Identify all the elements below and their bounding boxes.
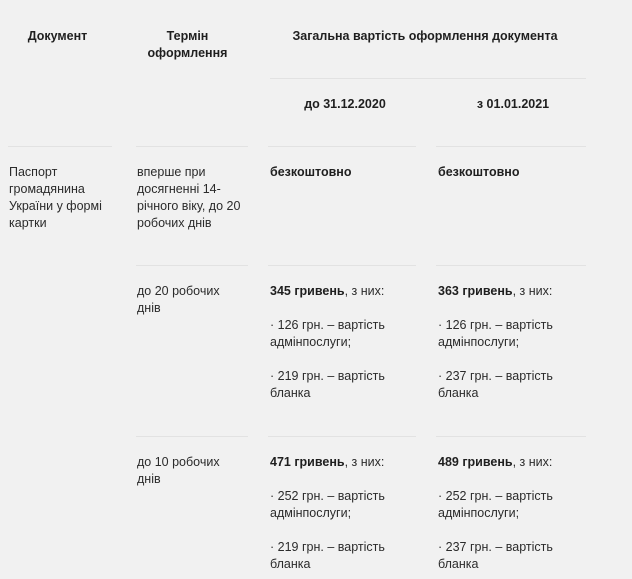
cost-suffix: , з них: <box>344 455 385 469</box>
cost-item-service: · 252 грн. – вартість адмінпослуги; <box>270 489 385 520</box>
row-divider <box>436 146 586 147</box>
row-divider <box>268 265 416 266</box>
header-before: до 31.12.2020 <box>304 97 386 111</box>
row-divider <box>8 146 112 147</box>
document-name: Паспорт громадянина України у формі картки <box>9 165 102 230</box>
cost-total-line <box>270 454 410 471</box>
cost-total-line <box>270 283 410 300</box>
row-1-before-total: безкоштовно <box>270 165 352 179</box>
row-3-term: до 10 робочих днів <box>137 455 220 486</box>
cost-item-service: · 126 грн. – вартість адмінпослуги; <box>270 318 385 349</box>
row-3-before-cost <box>270 454 410 573</box>
row-divider <box>268 146 416 147</box>
row-divider <box>136 146 248 147</box>
row-1-term: вперше при досягненні 14-річного віку, до 20 робочих днів <box>137 165 241 230</box>
cost-item-service: · 252 грн. – вартість адмінпослуги; <box>438 489 553 520</box>
cost-suffix: , з них: <box>344 284 385 298</box>
cost-item-service: · 126 грн. – вартість адмінпослуги; <box>438 318 553 349</box>
cost-item-blank: · 237 грн. – вартість бланка <box>438 540 553 571</box>
cost-item-blank: · 219 грн. – вартість бланка <box>270 369 385 400</box>
cost-item-blank: · 219 грн. – вартість бланка <box>270 540 385 571</box>
cost-total: 345 гривень <box>270 284 345 298</box>
header-term: Термін оформлення <box>147 29 228 60</box>
row-2-after-cost <box>438 283 578 402</box>
row-divider <box>436 265 586 266</box>
cost-suffix: , з них: <box>512 284 553 298</box>
cost-item-blank: · 237 грн. – вартість бланка <box>438 369 553 400</box>
header-document: Документ <box>27 29 88 43</box>
row-3-after-cost <box>438 454 578 573</box>
row-divider <box>136 436 248 437</box>
cost-total-line <box>438 454 578 471</box>
row-divider <box>136 265 248 266</box>
cost-total: 363 гривень <box>438 284 513 298</box>
header-after: з 01.01.2021 <box>476 97 550 111</box>
header-divider <box>270 78 586 79</box>
header-total-cost: Загальна вартість оформлення документа <box>292 29 558 43</box>
row-1-after-total: безкоштовно <box>438 165 520 179</box>
cost-total-line <box>438 283 578 300</box>
row-2-before-cost <box>270 283 410 402</box>
row-divider <box>436 436 586 437</box>
cost-suffix: , з них: <box>512 455 553 469</box>
cost-total: 471 гривень <box>270 455 345 469</box>
row-divider <box>268 436 416 437</box>
cost-total: 489 гривень <box>438 455 513 469</box>
row-2-term: до 20 робочих днів <box>137 284 220 315</box>
